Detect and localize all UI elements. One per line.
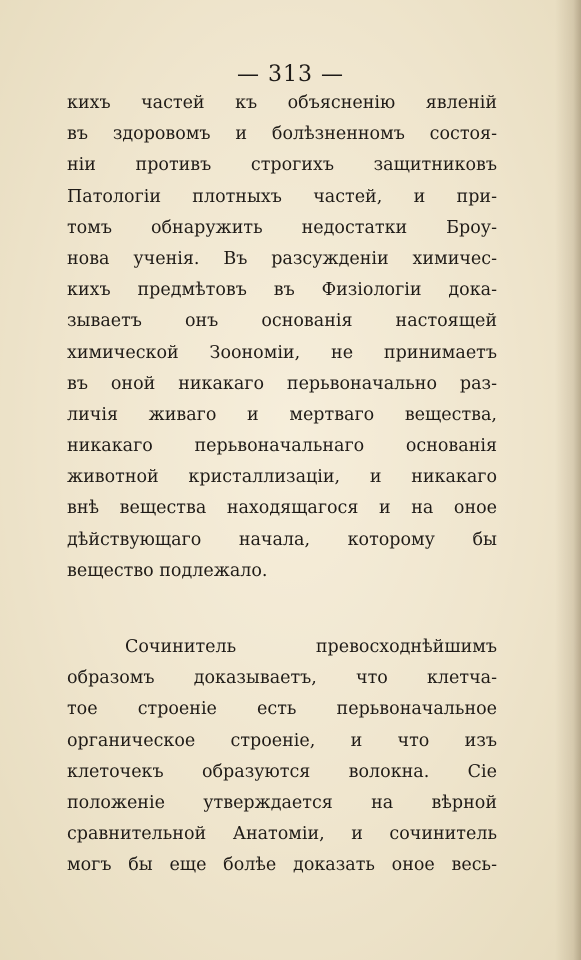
text-line: тое строеніе есть перьвоначальное <box>67 699 497 720</box>
text-line: Патологіи плотныхъ частей, и при- <box>67 186 497 207</box>
text-line: клеточекъ образуются волокна. Сіе <box>67 761 497 782</box>
page-number: — 313 — <box>237 62 344 87</box>
text-line: органическое строеніе, и что изъ <box>67 730 497 751</box>
text-line: могъ бы еще болѣе доказать оное весь- <box>67 855 497 876</box>
text-line: дѣйствующаго начала, которому бы <box>67 529 497 550</box>
text-line: животной кристаллизаціи, и никакаго <box>67 467 497 488</box>
paragraph-1 <box>67 88 497 587</box>
page-edge-shadow <box>555 0 581 960</box>
text-line: въ здоровомъ и болѣзненномъ состоя- <box>67 124 497 145</box>
text-line: положеніе утверждается на вѣрной <box>67 792 497 813</box>
paragraph-2 <box>67 632 497 882</box>
text-line: химической Зоономіи, не принимаетъ <box>67 342 497 363</box>
text-line: вещество подлежало. <box>67 560 268 581</box>
text-line: образомъ доказываетъ, что клетча- <box>67 668 497 689</box>
text-line: кихъ частей къ объясненію явленій <box>67 93 497 113</box>
text-line: сравнительной Анатоміи, и сочинитель <box>67 824 497 845</box>
text-line: Сочинитель превосходнѣйшимъ <box>125 637 497 657</box>
text-line: въ оной никакаго перьвоначально раз- <box>67 373 497 394</box>
text-line: нова ученія. Въ разсужденіи химичес- <box>67 248 497 269</box>
text-line: внѣ вещества находящагося и на оное <box>67 498 497 519</box>
text-line: зываетъ онъ основанія настоящей <box>67 311 497 332</box>
text-line: ніи противъ строгихъ защитниковъ <box>67 155 497 176</box>
text-line: томъ обнаружить недостатки Броу- <box>67 217 497 238</box>
text-line: личія живаго и мертваго вещества, <box>67 404 497 425</box>
text-line: кихъ предмѣтовъ въ Физіологіи дока- <box>67 280 497 301</box>
text-line: никакаго перьвоначальнаго основанія <box>67 436 497 457</box>
